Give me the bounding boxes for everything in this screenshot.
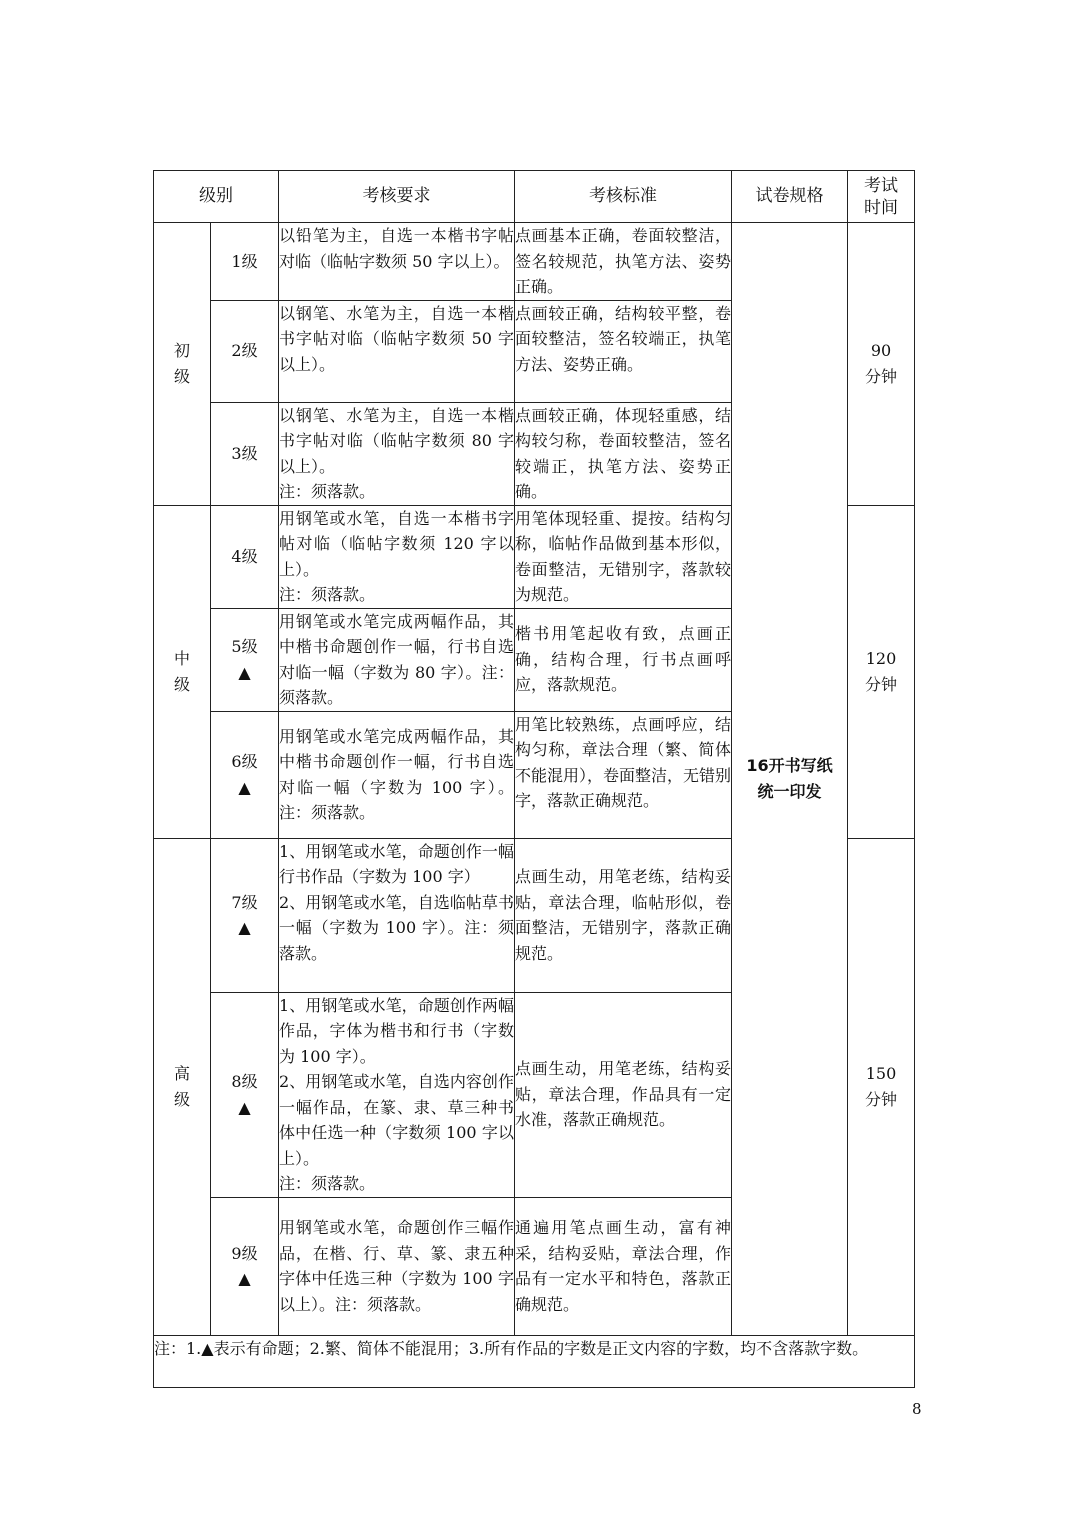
- standard-cell: 点画基本正确，卷面较整洁，签名较规范，执笔方法、姿势正确。: [515, 223, 732, 301]
- group-name-beginner: 初 级: [154, 223, 211, 506]
- header-level: 级别: [154, 171, 279, 223]
- topic-marker: ▲: [238, 1269, 251, 1288]
- requirement-cell: 以铅笔为主，自选一本楷书字帖对临（临帖字数须 50 字以上）。: [279, 223, 515, 301]
- grade-cell: [211, 838, 279, 992]
- standard-cell: 通遍用笔点画生动，富有神采，结构妥贴，章法合理，作品有一定水平和特色，落款正确规范。: [515, 1197, 732, 1335]
- topic-marker: ▲: [238, 662, 251, 682]
- grade-label: 4级: [231, 546, 258, 566]
- grade-label: 1级: [231, 251, 258, 271]
- grade-cell: [211, 223, 279, 301]
- standard-cell: 用笔比较熟练，点画呼应，结构匀称，章法合理（繁、简体不能混用），卷面整洁，无错别字，落款正确规范。: [515, 711, 732, 838]
- grade-cell: [211, 608, 279, 711]
- header-row: [154, 171, 915, 223]
- grade-cell: [211, 402, 279, 505]
- topic-marker: ▲: [238, 1097, 251, 1117]
- grade-cell: [211, 505, 279, 608]
- header-spec: 试卷规格: [732, 171, 848, 223]
- grade-label: 3级: [231, 443, 258, 463]
- time-beginner: 90 分钟: [848, 223, 915, 506]
- group-name-advanced: 高 级: [154, 838, 211, 1335]
- standard-cell: 点画较正确，体现轻重感，结构较匀称，卷面较整洁，签名较端正，执笔方法、姿势正确。: [515, 402, 732, 505]
- requirement-cell: 用钢笔或水笔完成两幅作品，其中楷书命题创作一幅，行书自选对临一幅（字数为 80 字）。注：须落款。: [279, 608, 515, 711]
- standard-cell: 用笔体现轻重、提按。结构匀称，临帖作品做到基本形似，卷面整洁，无错别字，落款较为规范。: [515, 505, 732, 608]
- standard-cell: 点画较正确，结构较平整，卷面较整洁，签名较端正，执笔方法、姿势正确。: [515, 300, 732, 402]
- requirement-cell: 用钢笔或水笔，命题创作三幅作品，在楷、行、草、篆、隶五种字体中任选三种（字数为 100 字以上）。注：须落款。: [279, 1197, 515, 1335]
- grade-label: 8级: [231, 1072, 258, 1091]
- grade-cell: [211, 1197, 279, 1335]
- time-advanced: 150 分钟: [848, 838, 915, 1335]
- table-row: [154, 223, 915, 301]
- requirement-cell: 1、用钢笔或水笔，命题创作两幅作品，字体为楷书和行书（字数为 100 字）。 2、用钢笔或水笔，自选内容创作一幅作品，在篆、隶、草三种书体中任选一种（字数须 100 字以上）。 注：须落款。: [279, 992, 515, 1197]
- paper-spec: 16开书写纸 统一印发: [732, 223, 848, 1336]
- grade-label: 9级: [231, 1243, 258, 1263]
- standard-cell: 点画生动，用笔老练，结构妥贴，章法合理，作品具有一定水准，落款正确规范。: [515, 992, 732, 1197]
- page-number: 8: [912, 1400, 922, 1418]
- grade-cell: [211, 992, 279, 1197]
- requirement-cell: 以钢笔、水笔为主，自选一本楷书字帖对临（临帖字数须 50 字以上）。: [279, 300, 515, 402]
- grade-label: 5级: [231, 637, 258, 656]
- topic-marker: ▲: [238, 777, 251, 797]
- requirement-cell: 用钢笔或水笔，自选一本楷书字帖对临（临帖字数须 120 字以上）。 注：须落款。: [279, 505, 515, 608]
- note-row: [154, 1335, 915, 1387]
- requirement-cell: 以钢笔、水笔为主，自选一本楷书字帖对临（临帖字数须 80 字以上）。 注：须落款。: [279, 402, 515, 505]
- grade-label: 2级: [231, 341, 258, 361]
- standard-cell: 点画生动，用笔老练，结构妥贴，章法合理，临帖形似，卷面整洁，无错别字，落款正确规范。: [515, 838, 732, 992]
- table-note: 注：1.▲表示有命题；2.繁、简体不能混用；3.所有作品的字数是正文内容的字数，均不含落款字数。: [154, 1335, 915, 1387]
- header-requirement: 考核要求: [279, 171, 515, 223]
- standard-cell: 楷书用笔起收有致，点画正确，结构合理，行书点画呼应，落款规范。: [515, 608, 732, 711]
- grade-cell: [211, 711, 279, 838]
- grade-label: 7级: [231, 892, 258, 912]
- time-intermediate: 120 分钟: [848, 505, 915, 838]
- header-time: 考试 时间: [848, 171, 915, 223]
- requirement-cell: 1、用钢笔或水笔，命题创作一幅行书作品（字数为 100 字） 2、用钢笔或水笔，自选临帖草书一幅（字数为 100 字）。注：须落款。: [279, 838, 515, 992]
- exam-table: [153, 170, 915, 1388]
- group-name-intermediate: 中 级: [154, 505, 211, 838]
- requirement-cell: 用钢笔或水笔完成两幅作品，其中楷书命题创作一幅，行书自选对临一幅（字数为 100 字）。注：须落款。: [279, 711, 515, 838]
- grade-label: 6级: [231, 752, 258, 771]
- topic-marker: ▲: [238, 918, 251, 937]
- grade-cell: [211, 300, 279, 402]
- header-standard: 考核标准: [515, 171, 732, 223]
